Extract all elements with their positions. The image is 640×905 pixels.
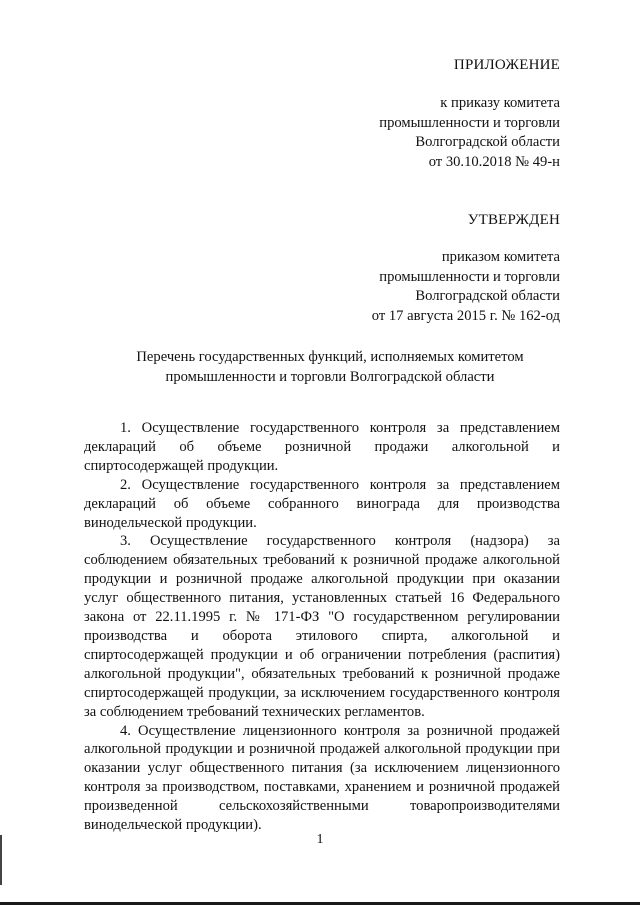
functions-list — [84, 419, 560, 835]
appendix-line: к приказу комитета — [440, 95, 560, 111]
appendix-reference — [379, 94, 560, 172]
approved-heading: УТВЕРЖДЕН — [467, 212, 560, 228]
appendix-line: Волгоградской области — [415, 134, 560, 151]
approved-line: от 17 августа 2015 г. № 162-од — [371, 307, 560, 324]
list-item: 4. Осуществление лицензионного контроля за розничной продажей алкогольной продукции и розничной продажей алкогольной продукции при оказании услуг общественного питания (за исключением лицензионного контроля за производством, поставками, хранением и розничной продажей произведенной сельскохозяйственными товаропроизводителями винодельческой продукции). — [84, 722, 560, 834]
document-title-line: Перечень государственных функций, исполняемых комитетом — [136, 349, 524, 365]
page-number: 1 — [316, 832, 324, 847]
list-item: 1. Осуществление государственного контроля за представлением деклараций об объеме розничной продажи алкогольной и спиртосодержащей продукции. — [84, 420, 560, 474]
list-item: 3. Осуществление государственного контроля (надзора) за соблюдением обязательных требований к розничной продаже алкогольной продукции и розничной продаже алкогольной продукции при оказании услуг общественного питания, установленных статьей 16 Федерального закона от 22.11.1995 г. № 171-ФЗ "О государственном регулировании производства и оборота этилового спирта, алкогольной и спиртосодержащей продукции и об ограничении потребления (распития) алкогольной продукции", обязательных требований к розничной продаже спиртосодержащей продукции, за исключением государственного контроля за соблюдением требований технических регламентов. — [84, 533, 560, 720]
document-title — [90, 348, 570, 387]
list-item: 2. Осуществление государственного контроля за представлением деклараций об объеме собранного винограда для производства винодельческой продукции. — [84, 476, 560, 531]
document-title-line: промышленности и торговли Волгоградской области — [165, 368, 495, 385]
approved-line: промышленности и торговли — [379, 268, 560, 285]
appendix-line: промышленности и торговли — [379, 114, 560, 131]
scan-edge-left — [0, 835, 2, 885]
appendix-heading: ПРИЛОЖЕНИЕ — [453, 57, 560, 73]
approved-reference — [372, 248, 560, 326]
approved-line: Волгоградской области — [415, 288, 560, 305]
appendix-line: от 30.10.2018 № 49-н — [428, 153, 560, 170]
approved-line: приказом комитета — [441, 249, 560, 265]
